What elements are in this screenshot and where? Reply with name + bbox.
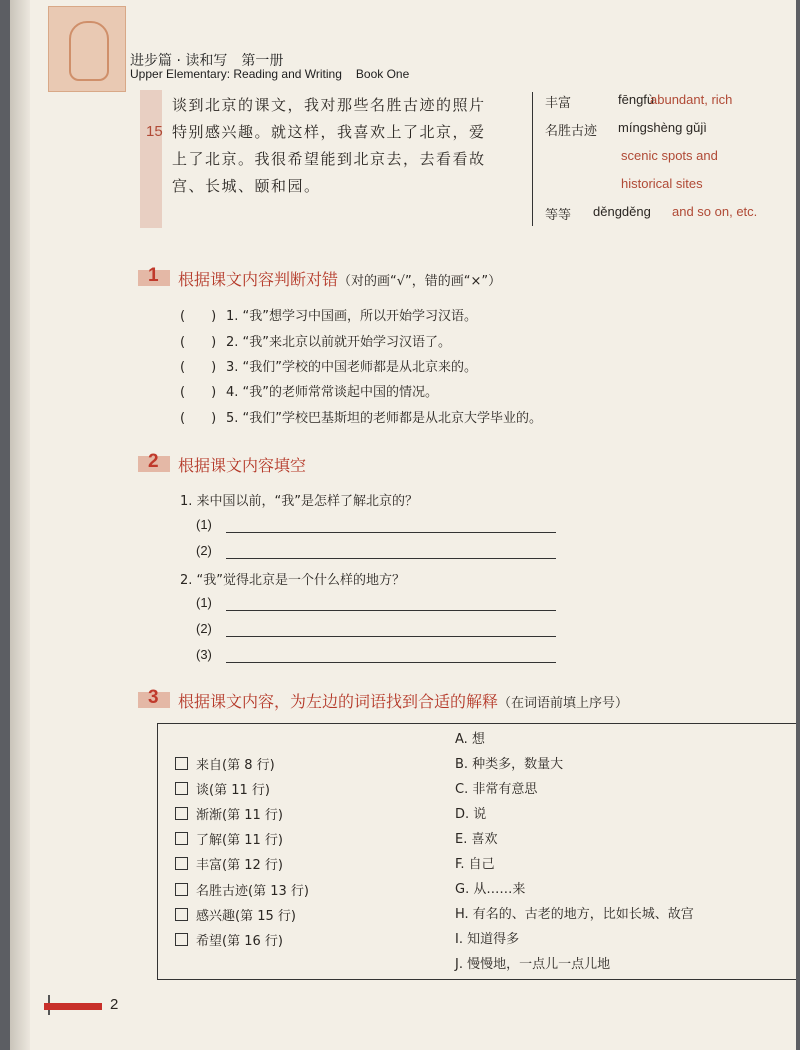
blank-line[interactable] <box>226 610 556 611</box>
answer-checkbox[interactable] <box>175 807 188 820</box>
match-word <box>175 804 283 823</box>
vocab-pinyin: děngděng <box>593 204 651 219</box>
match-definition: F. 自己 <box>455 857 495 872</box>
blank-line[interactable] <box>226 662 556 663</box>
match-word-text: 希望(第 16 行) <box>196 934 283 949</box>
passage-line: 谈到北京的课文，我对那些名胜古迹的照片 <box>172 96 486 114</box>
match-word <box>175 754 275 773</box>
answer-blank[interactable]: ( ) <box>180 385 217 400</box>
blank-line[interactable] <box>226 558 556 559</box>
exercise-number: 2 <box>148 451 159 472</box>
tf-item <box>180 331 451 350</box>
tf-item <box>180 305 477 324</box>
tf-text: 4. “我”的老师常常谈起中国的情况。 <box>226 385 439 400</box>
subtitle-book: Book One <box>355 67 410 81</box>
tf-text: 2. “我”来北京以前就开始学习汉语了。 <box>226 335 452 350</box>
match-word <box>175 880 309 899</box>
vocab-pinyin: míngshèng gǔjì <box>618 120 707 135</box>
match-definition: B. 种类多，数量大 <box>455 757 564 772</box>
match-definition: H. 有名的、古老的地方，比如长城、故宫 <box>455 907 694 922</box>
answer-blank[interactable]: ( ) <box>180 411 217 426</box>
match-word-text: 谈(第 11 行) <box>196 783 270 798</box>
match-definition: C. 非常有意思 <box>455 782 538 797</box>
publisher-logo <box>48 6 126 92</box>
match-word <box>175 829 283 848</box>
match-definition: G. 从……来 <box>455 882 526 897</box>
answer-checkbox[interactable] <box>175 757 188 770</box>
answer-blank[interactable]: ( ) <box>180 360 217 375</box>
fill-blank[interactable] <box>196 647 212 662</box>
answer-blank[interactable]: ( ) <box>180 335 217 350</box>
vocab-pinyin: fēngfù <box>618 92 655 107</box>
tf-text: 3. “我们”学校的中国老师都是从北京来的。 <box>226 360 478 375</box>
match-definition: D. 说 <box>455 807 487 822</box>
match-word <box>175 779 270 798</box>
exercise-title <box>178 689 628 712</box>
match-word <box>175 905 296 924</box>
blank-label: (2) <box>196 621 212 636</box>
vocab-item <box>545 120 795 148</box>
tf-text: 1. “我”想学习中国画，所以开始学习汉语。 <box>226 309 478 324</box>
vocab-list <box>545 92 795 232</box>
vocab-meaning: historical sites <box>621 176 703 191</box>
fill-blank[interactable] <box>196 517 212 532</box>
vocab-item <box>545 148 795 176</box>
vocab-item <box>545 204 795 232</box>
running-title: 进步篇 · 读和写 第一册 <box>130 53 284 69</box>
passage-line: 宫、长城、颐和园。 <box>172 177 321 195</box>
answer-checkbox[interactable] <box>175 782 188 795</box>
page-number: 2 <box>110 996 119 1013</box>
vocab-item <box>545 176 795 204</box>
blank-line[interactable] <box>226 532 556 533</box>
vocab-meaning: scenic spots and <box>621 148 718 163</box>
vocab-word: 等等 <box>545 208 572 223</box>
tf-item <box>180 407 542 426</box>
blank-label: (2) <box>196 543 212 558</box>
answer-checkbox[interactable] <box>175 857 188 870</box>
passage-band <box>140 90 162 228</box>
match-word-text: 感兴趣(第 15 行) <box>196 909 296 924</box>
line-number: 15 <box>146 123 163 140</box>
footer-bar <box>44 1003 102 1010</box>
match-word-text: 名胜古迹(第 13 行) <box>196 884 309 899</box>
answer-blank[interactable]: ( ) <box>180 309 217 324</box>
exercise-title <box>178 267 501 290</box>
blank-label: (3) <box>196 647 212 662</box>
vocab-word: 丰富 <box>545 96 572 111</box>
vocab-word: 名胜古迹 <box>545 124 598 139</box>
match-word-text: 渐渐(第 11 行) <box>196 808 283 823</box>
vocab-meaning: and so on, etc. <box>672 204 758 219</box>
vocab-item <box>545 92 795 120</box>
exercise-number: 1 <box>148 265 159 286</box>
exercise-note: （对的画“√”，错的画“×”） <box>338 274 502 289</box>
tf-item <box>180 381 438 400</box>
tf-item <box>180 356 477 375</box>
logo-emblem-icon <box>69 21 109 81</box>
running-subtitle <box>130 67 409 81</box>
answer-checkbox[interactable] <box>175 933 188 946</box>
exercise-title: 根据课文内容填空 <box>178 456 307 475</box>
answer-checkbox[interactable] <box>175 832 188 845</box>
match-word-text: 了解(第 11 行) <box>196 833 283 848</box>
fill-blank[interactable] <box>196 595 212 610</box>
blank-line[interactable] <box>226 636 556 637</box>
blank-label: (1) <box>196 595 212 610</box>
match-definition: J. 慢慢地，一点儿一点儿地 <box>455 957 611 972</box>
subtitle-en: Upper Elementary: Reading and Writing <box>130 67 342 81</box>
passage-line: 上了北京。我很希望能到北京去，去看看故 <box>172 150 486 168</box>
book-spine <box>10 0 30 1050</box>
exercise-title-text: 根据课文内容判断对错 <box>178 270 339 289</box>
match-definition: I. 知道得多 <box>455 932 520 947</box>
tf-text: 5. “我们”学校巴基斯坦的老师都是从北京大学毕业的。 <box>226 411 543 426</box>
answer-checkbox[interactable] <box>175 883 188 896</box>
blank-label: (1) <box>196 517 212 532</box>
exercise-note: （在词语前填上序号） <box>498 696 629 711</box>
exercise-title-text: 根据课文内容，为左边的词语找到合适的解释 <box>178 692 499 711</box>
passage-text <box>172 92 524 200</box>
vocab-divider <box>532 92 533 226</box>
textbook-page <box>10 0 796 1050</box>
match-word <box>175 854 283 873</box>
question: 2. “我”觉得北京是一个什么样的地方？ <box>180 573 406 588</box>
match-word <box>175 930 283 949</box>
fill-blank[interactable] <box>196 543 212 558</box>
match-word-text: 丰富(第 12 行) <box>196 858 283 873</box>
exercise-number: 3 <box>148 687 159 708</box>
vocab-meaning: abundant, rich <box>650 92 733 107</box>
match-definition: E. 喜欢 <box>455 832 498 847</box>
question: 1. 来中国以前，“我”是怎样了解北京的？ <box>180 494 419 509</box>
match-word-text: 来自(第 8 行) <box>196 758 275 773</box>
fill-blank[interactable] <box>196 621 212 636</box>
passage-line: 特别感兴趣。就这样，我喜欢上了北京，爱 <box>172 123 486 141</box>
match-definition: A. 想 <box>455 732 485 747</box>
answer-checkbox[interactable] <box>175 908 188 921</box>
